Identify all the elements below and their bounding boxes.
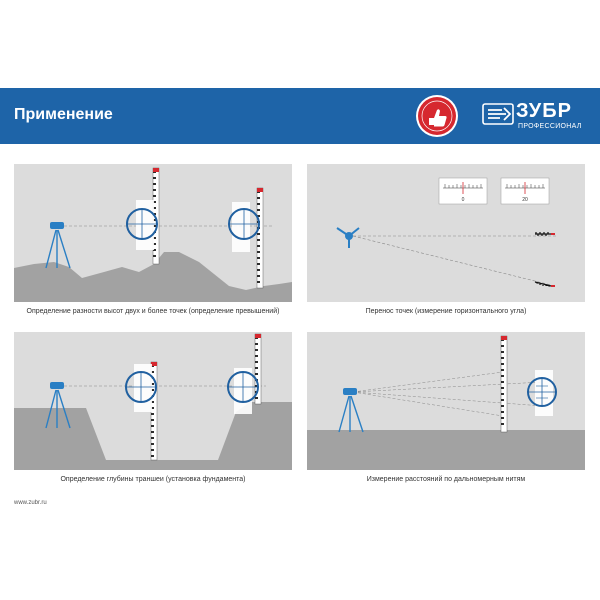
brand-logo: [482, 98, 582, 135]
leveling-staff-icon: [535, 232, 555, 236]
crosshair-reticle-icon: [126, 364, 156, 412]
tripod-level-icon: [46, 222, 70, 268]
website-link[interactable]: www.zubr.ru: [14, 500, 47, 506]
stadia-distance-illustration: [307, 332, 585, 470]
bison-icon: [482, 98, 514, 130]
panel-stadia-distance: [307, 332, 585, 470]
panel-trench-depth: [14, 332, 292, 470]
crosshair-reticle-icon: [127, 200, 157, 250]
trench-depth-illustration: [14, 332, 292, 470]
angle-scale-icon: [501, 178, 549, 204]
leveling-staff-icon: [257, 188, 263, 288]
page-title: Применение: [14, 106, 113, 123]
caption-stadia-distance: Измерение расстояний по дальномерным нитям: [366, 476, 526, 483]
brand-subtitle: ПРОФЕССИОНАЛ: [518, 123, 582, 130]
tripod-level-icon: [339, 388, 363, 432]
quality-seal: [414, 94, 460, 138]
header-banner: [0, 88, 600, 144]
height-difference-illustration: [14, 164, 292, 302]
leveling-staff-icon: [535, 282, 555, 287]
brand-name: ЗУБР: [516, 100, 572, 122]
crosshair-reticle-icon: [229, 202, 259, 252]
angle-readout-left: 0: [461, 197, 465, 203]
angle-readout-right: 20: [522, 197, 528, 203]
caption-height-difference: Определение разности высот двух и более точек (определение превышений): [26, 308, 280, 315]
caption-horizontal-angle: Перенос точек (измерение горизонтального угла): [365, 308, 527, 315]
panel-horizontal-angle: [307, 164, 585, 302]
crosshair-reticle-icon: [528, 370, 556, 416]
panel-height-difference: [14, 164, 292, 302]
caption-trench-depth: Определение глубины траншеи (установка фундамента): [60, 476, 246, 483]
horizontal-angle-illustration: [307, 164, 585, 302]
angle-scale-icon: [439, 178, 487, 204]
tripod-level-icon: [337, 228, 359, 248]
leveling-staff-icon: [501, 336, 507, 432]
